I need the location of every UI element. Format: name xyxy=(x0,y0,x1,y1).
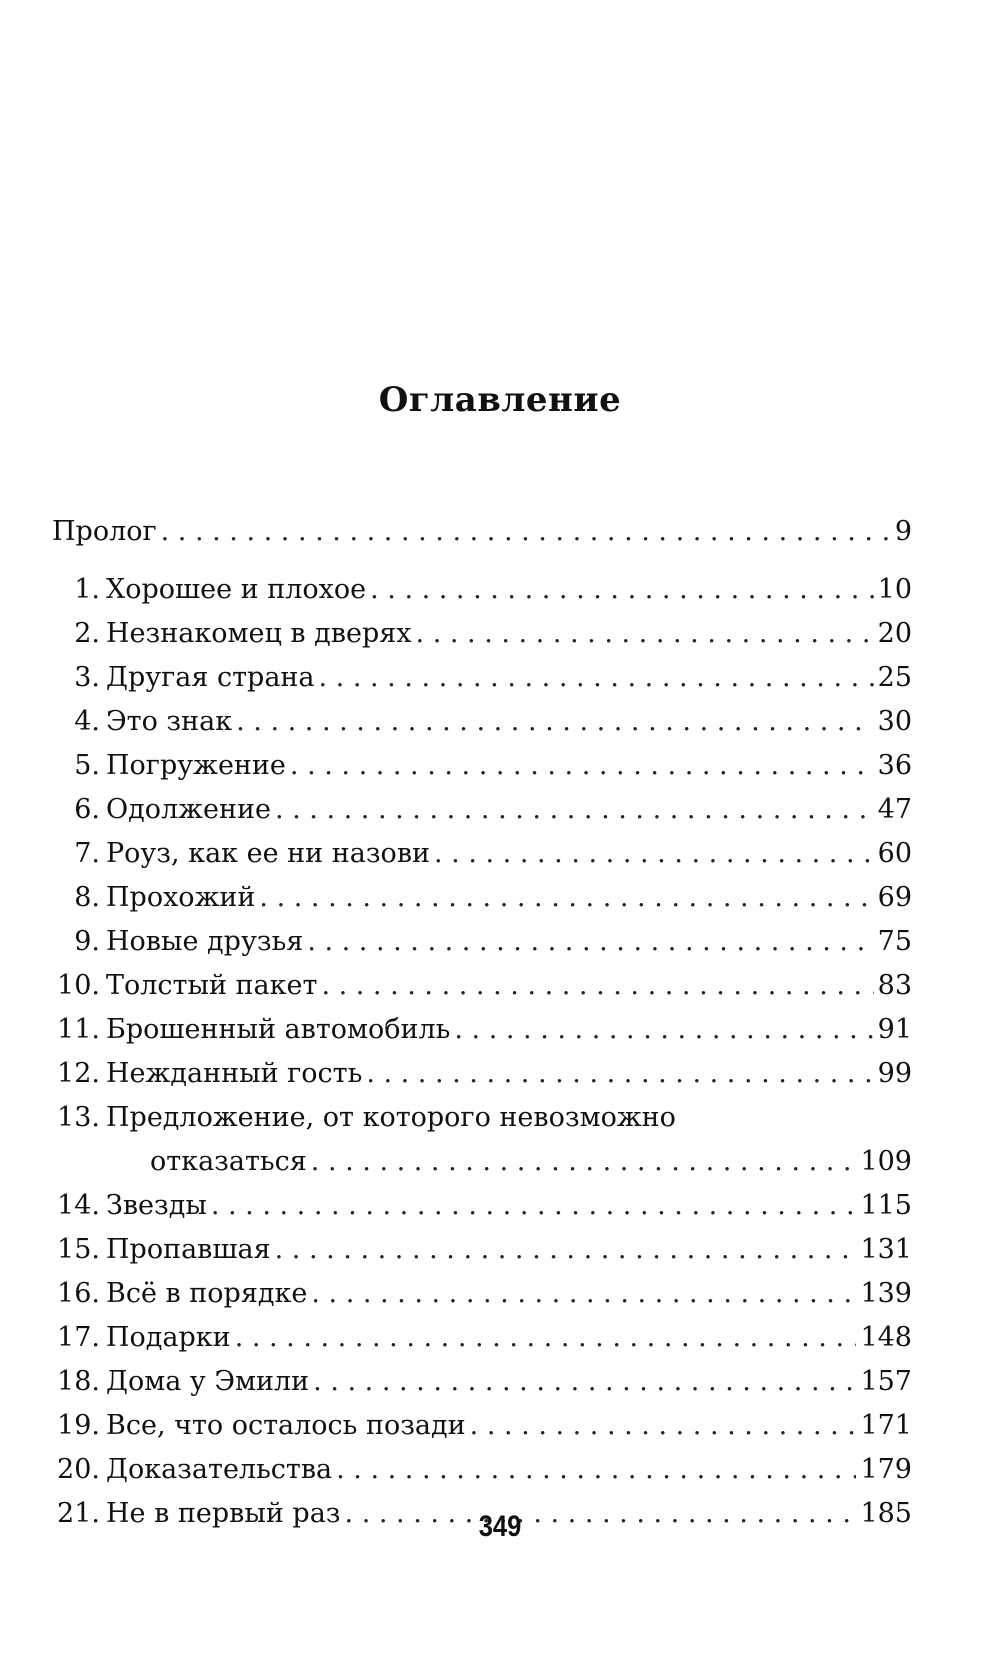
toc-leader-dots xyxy=(319,656,874,700)
toc-entry-page: 60 xyxy=(877,838,912,869)
toc-entry-title: Хорошее и плохое xyxy=(106,574,367,605)
toc-entry-number: 15. xyxy=(57,1234,100,1265)
toc-entry-number: 14. xyxy=(57,1190,100,1221)
toc-leader-dots xyxy=(211,1184,857,1228)
toc-entry-number: 20. xyxy=(57,1454,100,1485)
toc-leader-dots xyxy=(370,568,874,612)
toc-entry-number: 7. xyxy=(74,838,100,869)
toc-entry xyxy=(52,1404,912,1448)
toc-entry-title: Звезды xyxy=(106,1190,207,1221)
toc-entry-title: Всё в порядке xyxy=(106,1278,308,1309)
toc-leader-dots xyxy=(311,1272,856,1316)
toc-leader-dots xyxy=(454,1008,873,1052)
page-number: 349 xyxy=(478,1510,522,1543)
toc-entry-page: 148 xyxy=(860,1322,912,1353)
toc-entry-title: Незнакомец в дверях xyxy=(106,618,412,649)
toc-leader-dots xyxy=(275,1228,857,1272)
toc-entry xyxy=(52,700,912,744)
toc-entry-page: 10 xyxy=(877,574,912,605)
toc-entry-number: 19. xyxy=(57,1410,100,1441)
toc-entry-number: 1. xyxy=(74,574,100,605)
toc-entry-title: Погружение xyxy=(106,750,286,781)
page-title: Оглавление xyxy=(378,380,622,420)
toc-leader-dots xyxy=(235,1316,857,1360)
toc-entry xyxy=(52,1228,912,1272)
toc-entry-title: отказаться xyxy=(150,1146,307,1177)
toc-entry-title: Нежданный гость xyxy=(106,1058,363,1089)
toc-entry-title: Новые друзья xyxy=(106,926,304,957)
toc-entry-page: 115 xyxy=(860,1190,912,1221)
toc-entry-title: Пропавшая xyxy=(106,1234,271,1265)
toc-entry-title: Пролог xyxy=(52,516,157,547)
toc-leader-dots xyxy=(259,876,873,920)
toc-entry-page: 109 xyxy=(860,1146,912,1177)
toc-leader-dots xyxy=(416,612,874,656)
toc-leader-dots xyxy=(307,920,873,964)
toc-entry-page: 69 xyxy=(877,882,912,913)
toc-entry-title: Все, что осталось позади xyxy=(106,1410,466,1441)
table-of-contents xyxy=(52,510,912,1536)
toc-entry-page: 99 xyxy=(877,1058,912,1089)
toc-entry xyxy=(52,1272,912,1316)
toc-entry-number: 21. xyxy=(57,1498,100,1529)
toc-entry-title: Дома у Эмили xyxy=(106,1366,310,1397)
toc-entry-number: 9. xyxy=(74,926,100,957)
toc-entry-prologue xyxy=(52,510,912,554)
toc-entry xyxy=(52,568,912,612)
toc-entry xyxy=(52,612,912,656)
toc-entry-number: 10. xyxy=(57,970,100,1001)
toc-entry xyxy=(52,1448,912,1492)
toc-entry xyxy=(52,1184,912,1228)
toc-entry-number: 8. xyxy=(74,882,100,913)
toc-entry-title: Толстый пакет xyxy=(106,970,318,1001)
toc-entry-page: 185 xyxy=(860,1498,912,1529)
toc-entry-multiline-continuation xyxy=(52,1140,912,1184)
toc-entry-number: 16. xyxy=(57,1278,100,1309)
toc-leader-dots xyxy=(470,1404,857,1448)
toc-entry xyxy=(52,1052,912,1096)
toc-entry-title: Роуз, как ее ни назови xyxy=(106,838,431,869)
toc-leader-dots xyxy=(336,1448,856,1492)
toc-entry-number: 5. xyxy=(74,750,100,781)
toc-leader-dots xyxy=(161,510,888,554)
toc-entry xyxy=(52,920,912,964)
toc-entry-title: Не в первый раз xyxy=(106,1498,341,1529)
toc-entry-page: 179 xyxy=(860,1454,912,1485)
toc-leader-dots xyxy=(290,744,874,788)
toc-entry-number: 11. xyxy=(57,1014,100,1045)
toc-entry-page: 157 xyxy=(860,1366,912,1397)
toc-entry xyxy=(52,744,912,788)
toc-entry-title: Подарки xyxy=(106,1322,231,1353)
toc-leader-dots xyxy=(311,1140,857,1184)
toc-entry-number: 6. xyxy=(74,794,100,825)
toc-entry-number: 17. xyxy=(57,1322,100,1353)
toc-entry xyxy=(52,1008,912,1052)
toc-entry-multiline-first xyxy=(52,1096,912,1140)
toc-entry-page: 139 xyxy=(860,1278,912,1309)
toc-leader-dots xyxy=(236,700,874,744)
toc-entry-number: 13. xyxy=(57,1102,100,1133)
toc-entry-title: Это знак xyxy=(106,706,233,737)
toc-entry-page: 20 xyxy=(877,618,912,649)
toc-entry xyxy=(52,832,912,876)
toc-entry-page: 75 xyxy=(877,926,912,957)
toc-entry xyxy=(52,876,912,920)
toc-entry-number: 18. xyxy=(57,1366,100,1397)
toc-entry xyxy=(52,964,912,1008)
toc-entry-page: 30 xyxy=(877,706,912,737)
toc-leader-dots xyxy=(434,832,874,876)
toc-entry-title: Предложение, от которого невозможно xyxy=(106,1102,676,1133)
toc-entry-page: 47 xyxy=(877,794,912,825)
toc-entry xyxy=(52,1360,912,1404)
toc-entry xyxy=(52,1316,912,1360)
toc-entry-page: 25 xyxy=(877,662,912,693)
toc-leader-dots xyxy=(275,788,874,832)
toc-entry-number: 3. xyxy=(74,662,100,693)
toc-entry-number: 2. xyxy=(74,618,100,649)
toc-entry-title: Доказательства xyxy=(106,1454,333,1485)
toc-entry-title: Одолжение xyxy=(106,794,271,825)
toc-entry-page: 83 xyxy=(877,970,912,1001)
toc-leader-dots xyxy=(366,1052,873,1096)
toc-leader-dots xyxy=(313,1360,856,1404)
toc-leader-dots xyxy=(321,964,873,1008)
toc-entry-title: Прохожий xyxy=(106,882,256,913)
toc-entry-page: 131 xyxy=(860,1234,912,1265)
toc-entry xyxy=(52,788,912,832)
toc-entry-title: Другая страна xyxy=(106,662,315,693)
toc-entry-page: 36 xyxy=(877,750,912,781)
toc-entry-number: 4. xyxy=(74,706,100,737)
toc-entry-page: 91 xyxy=(877,1014,912,1045)
toc-entry xyxy=(52,656,912,700)
toc-entry-page: 171 xyxy=(860,1410,912,1441)
toc-entry-page: 9 xyxy=(894,516,912,547)
toc-entry-number: 12. xyxy=(57,1058,100,1089)
toc-entry-title: Брошенный автомобиль xyxy=(106,1014,451,1045)
